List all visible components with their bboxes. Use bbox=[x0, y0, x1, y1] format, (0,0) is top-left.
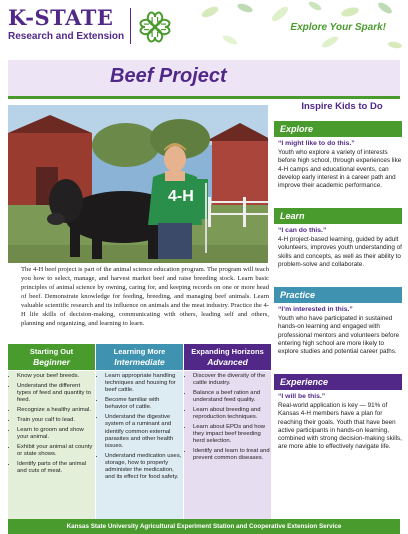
shirt-4h-text: 4-H bbox=[168, 188, 194, 205]
level-body-intermediate bbox=[96, 371, 183, 521]
level-header-intermediate bbox=[96, 344, 183, 370]
section-practice-header: Practice bbox=[274, 287, 402, 303]
list-item: • Identify parts of the animal and cuts of meat. bbox=[17, 461, 95, 475]
level-column-intermediate bbox=[96, 344, 183, 520]
section-explore-header: Explore bbox=[274, 121, 402, 137]
list-item: • Train your calf to lead. bbox=[17, 417, 95, 424]
level-column-beginner bbox=[8, 344, 95, 520]
section-practice-quote: “I’m interested in this.” bbox=[278, 306, 353, 313]
list-item: • Identify and learn to treat and prevent common diseases. bbox=[193, 448, 271, 462]
section-explore-quote: “I might like to do this.” bbox=[278, 140, 355, 147]
section-learn-text: 4-H project-based learning, guided by adult volunteers, improves youth understanding of skills and concepts, as well as their ability to problem-solve and collaborate. bbox=[278, 236, 402, 268]
list-item: • Balance a beef ration and understand feed quality. bbox=[193, 390, 271, 404]
list-item: • Learn about breeding and reproduction techniques. bbox=[193, 407, 271, 421]
level-body-beginner bbox=[8, 371, 95, 521]
inspire-heading: Inspire Kids to Do bbox=[301, 101, 383, 112]
list-item: • Learn to groom and show your animal. bbox=[17, 427, 95, 441]
level-column-advanced bbox=[184, 344, 271, 520]
level-title: Expanding Horizons bbox=[191, 347, 264, 356]
list-item: • Discover the diversity of the cattle industry. bbox=[193, 373, 271, 387]
list-item: • Exhibit your animal at county or state shows. bbox=[17, 444, 95, 458]
list-item: • Understand the digestive system of a ruminant and identify common external parasites and other health issues. bbox=[105, 414, 183, 450]
list-item: • Become familiar with behavior of cattle. bbox=[105, 397, 183, 411]
level-name: Beginner bbox=[33, 357, 70, 367]
level-name: Intermediate bbox=[114, 357, 165, 367]
section-explore-text: Youth who explore a variety of interests before high school, through experiences like 4-H camps and educational events, can develop early interest in a career path and improve their academic performance. bbox=[278, 149, 402, 190]
list-item: • Learn about EPDs and how they impact beef breeding herd selection. bbox=[193, 424, 271, 446]
tagline: Explore Your Spark! bbox=[290, 22, 386, 33]
kstate-logo bbox=[8, 6, 126, 46]
section-experience-text: Real-world application is key — 91% of Kansas 4-H members have a plan for reaching their goals. Youth that have been active participants in hands-on learning, combined with strong decision-making skills, are more able to effectively navigate life. bbox=[278, 402, 402, 451]
footer-bar: Kansas State University Agricultural Experiment Station and Cooperative Extension Service bbox=[8, 519, 400, 534]
level-title: Learning More bbox=[113, 347, 166, 356]
section-experience-quote: “I will be this.” bbox=[278, 393, 326, 400]
4h-clover-icon bbox=[135, 7, 175, 47]
list-item: • Know your beef breeds. bbox=[17, 373, 95, 380]
list-item: • Recognize a healthy animal. bbox=[17, 407, 95, 414]
level-title: Starting Out bbox=[29, 347, 74, 356]
logo-extension-text: Research and Extension bbox=[8, 31, 125, 42]
page-title: Beef Project bbox=[110, 65, 227, 87]
section-learn-quote: “I can do this.” bbox=[278, 227, 327, 234]
list-item: • Learn appropriate handling techniques and housing for beef cattle. bbox=[105, 373, 183, 395]
logo-kstate-text: K-STATE bbox=[8, 5, 114, 30]
header-divider bbox=[130, 8, 131, 44]
list-item: • Understand medication uses, storage, how to properly administer the medication, and its effect for food safety. bbox=[105, 453, 183, 482]
photo-youth-with-steer bbox=[8, 105, 268, 263]
section-experience-header: Experience bbox=[274, 374, 402, 390]
section-practice-text: Youth who have participated in sustained hands-on learning and engaged with professional mentors and volunteers before entering high school are more likely to explore studies and potential career paths. bbox=[278, 315, 400, 356]
title-rule bbox=[8, 96, 400, 99]
level-header-advanced bbox=[184, 344, 271, 370]
levels-table bbox=[8, 344, 271, 522]
section-learn-header: Learn bbox=[274, 208, 402, 224]
level-name: Advanced bbox=[207, 357, 248, 367]
list-item: • Understand the different types of feed and quantity to feed. bbox=[17, 383, 95, 405]
intro-paragraph: The 4-H beef project is part of the animal science education program. The program will teach you how to select, manage, and harvest market beef and raise breeding stock. Learn basic principles of animal science by owning, caring for, and keeping records on one or more head of beef. Demonstrate knowledge for feeding, breeding, and managing beef animals. Learn valuable scientific research and its influence on animals and the meat industry. Practice the 4-H life skills of decision-making, communicating with others, leading self and others, planning and organizing, and learning to learn. bbox=[21, 266, 269, 327]
level-header-beginner bbox=[8, 344, 95, 370]
level-body-advanced bbox=[184, 371, 271, 521]
